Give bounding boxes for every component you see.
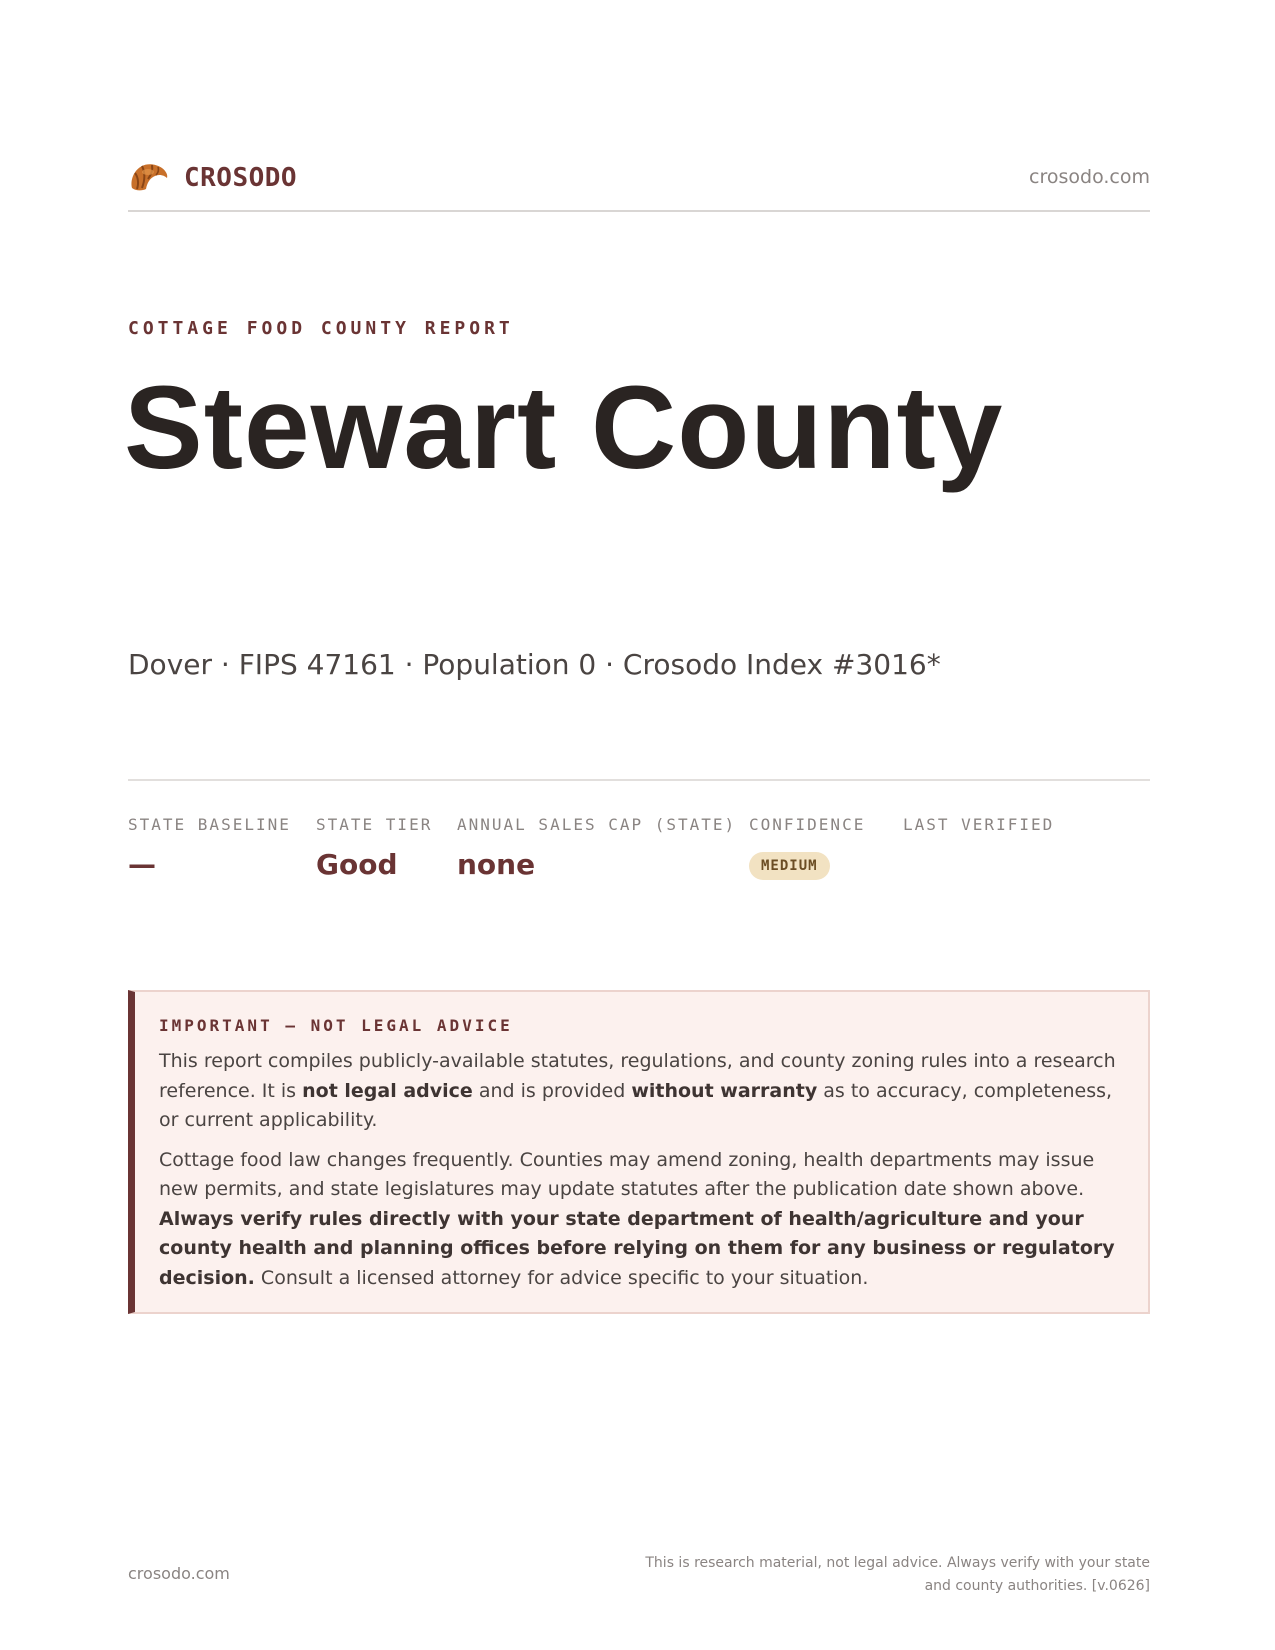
footer-disclaimer bbox=[590, 1552, 1150, 1598]
stat-label: LAST VERIFIED bbox=[903, 815, 1055, 834]
stat-value: none bbox=[457, 848, 536, 881]
legal-notice bbox=[128, 990, 1150, 1314]
stat-label: STATE TIER bbox=[316, 815, 433, 834]
stat-state-tier bbox=[316, 815, 432, 881]
page-title: Stewart County bbox=[124, 362, 1004, 494]
stats-row bbox=[128, 779, 1150, 891]
notice-paragraph-1: This report compiles publicly-available statutes, regulations, and county zoning rules into a research reference. It is not legal advice and is provided without warranty as to accuracy, completeness, or current applicability. bbox=[159, 1050, 1116, 1131]
footer-site[interactable]: crosodo.com bbox=[128, 1564, 230, 1583]
report-kicker: COTTAGE FOOD COUNTY REPORT bbox=[128, 318, 514, 339]
county-meta: Dover · FIPS 47161 · Population 0 · Crosodo Index #3016* bbox=[128, 648, 941, 681]
notice-paragraph-2: Cottage food law changes frequently. Counties may amend zoning, health departments may issue new permits, and state legislatures may update statutes after the publication date shown above. Always verify rules directly with your state department of health/agriculture and your county health and planning offices before relying on them for any business or regulatory decision. Consult a licensed attorney for advice specific to your situation. bbox=[159, 1148, 1115, 1289]
stat-confidence bbox=[749, 815, 865, 880]
footer-disclaimer-line-2: and county authorities. [v.0626] bbox=[924, 1578, 1150, 1594]
logo bbox=[128, 158, 297, 198]
site-link[interactable]: crosodo.com bbox=[1029, 166, 1150, 188]
stat-label: CONFIDENCE bbox=[749, 815, 866, 834]
page-header bbox=[128, 158, 1150, 212]
stat-state-baseline bbox=[128, 815, 291, 881]
stat-value: Good bbox=[316, 848, 398, 881]
report-page bbox=[124, 0, 1150, 1650]
stat-value: — bbox=[128, 848, 156, 881]
croissant-icon bbox=[128, 158, 170, 198]
brand-name: CROSODO bbox=[184, 163, 298, 193]
stat-annual-sales-cap bbox=[457, 815, 736, 881]
notice-heading: IMPORTANT — NOT LEGAL ADVICE bbox=[159, 1016, 513, 1035]
stat-last-verified bbox=[903, 815, 1054, 848]
stat-label: ANNUAL SALES CAP (STATE) bbox=[457, 815, 737, 834]
confidence-badge: MEDIUM bbox=[749, 852, 830, 880]
footer-disclaimer-line-1: This is research material, not legal advice. Always verify with your state bbox=[645, 1555, 1150, 1571]
stat-label: STATE BASELINE bbox=[128, 815, 291, 834]
